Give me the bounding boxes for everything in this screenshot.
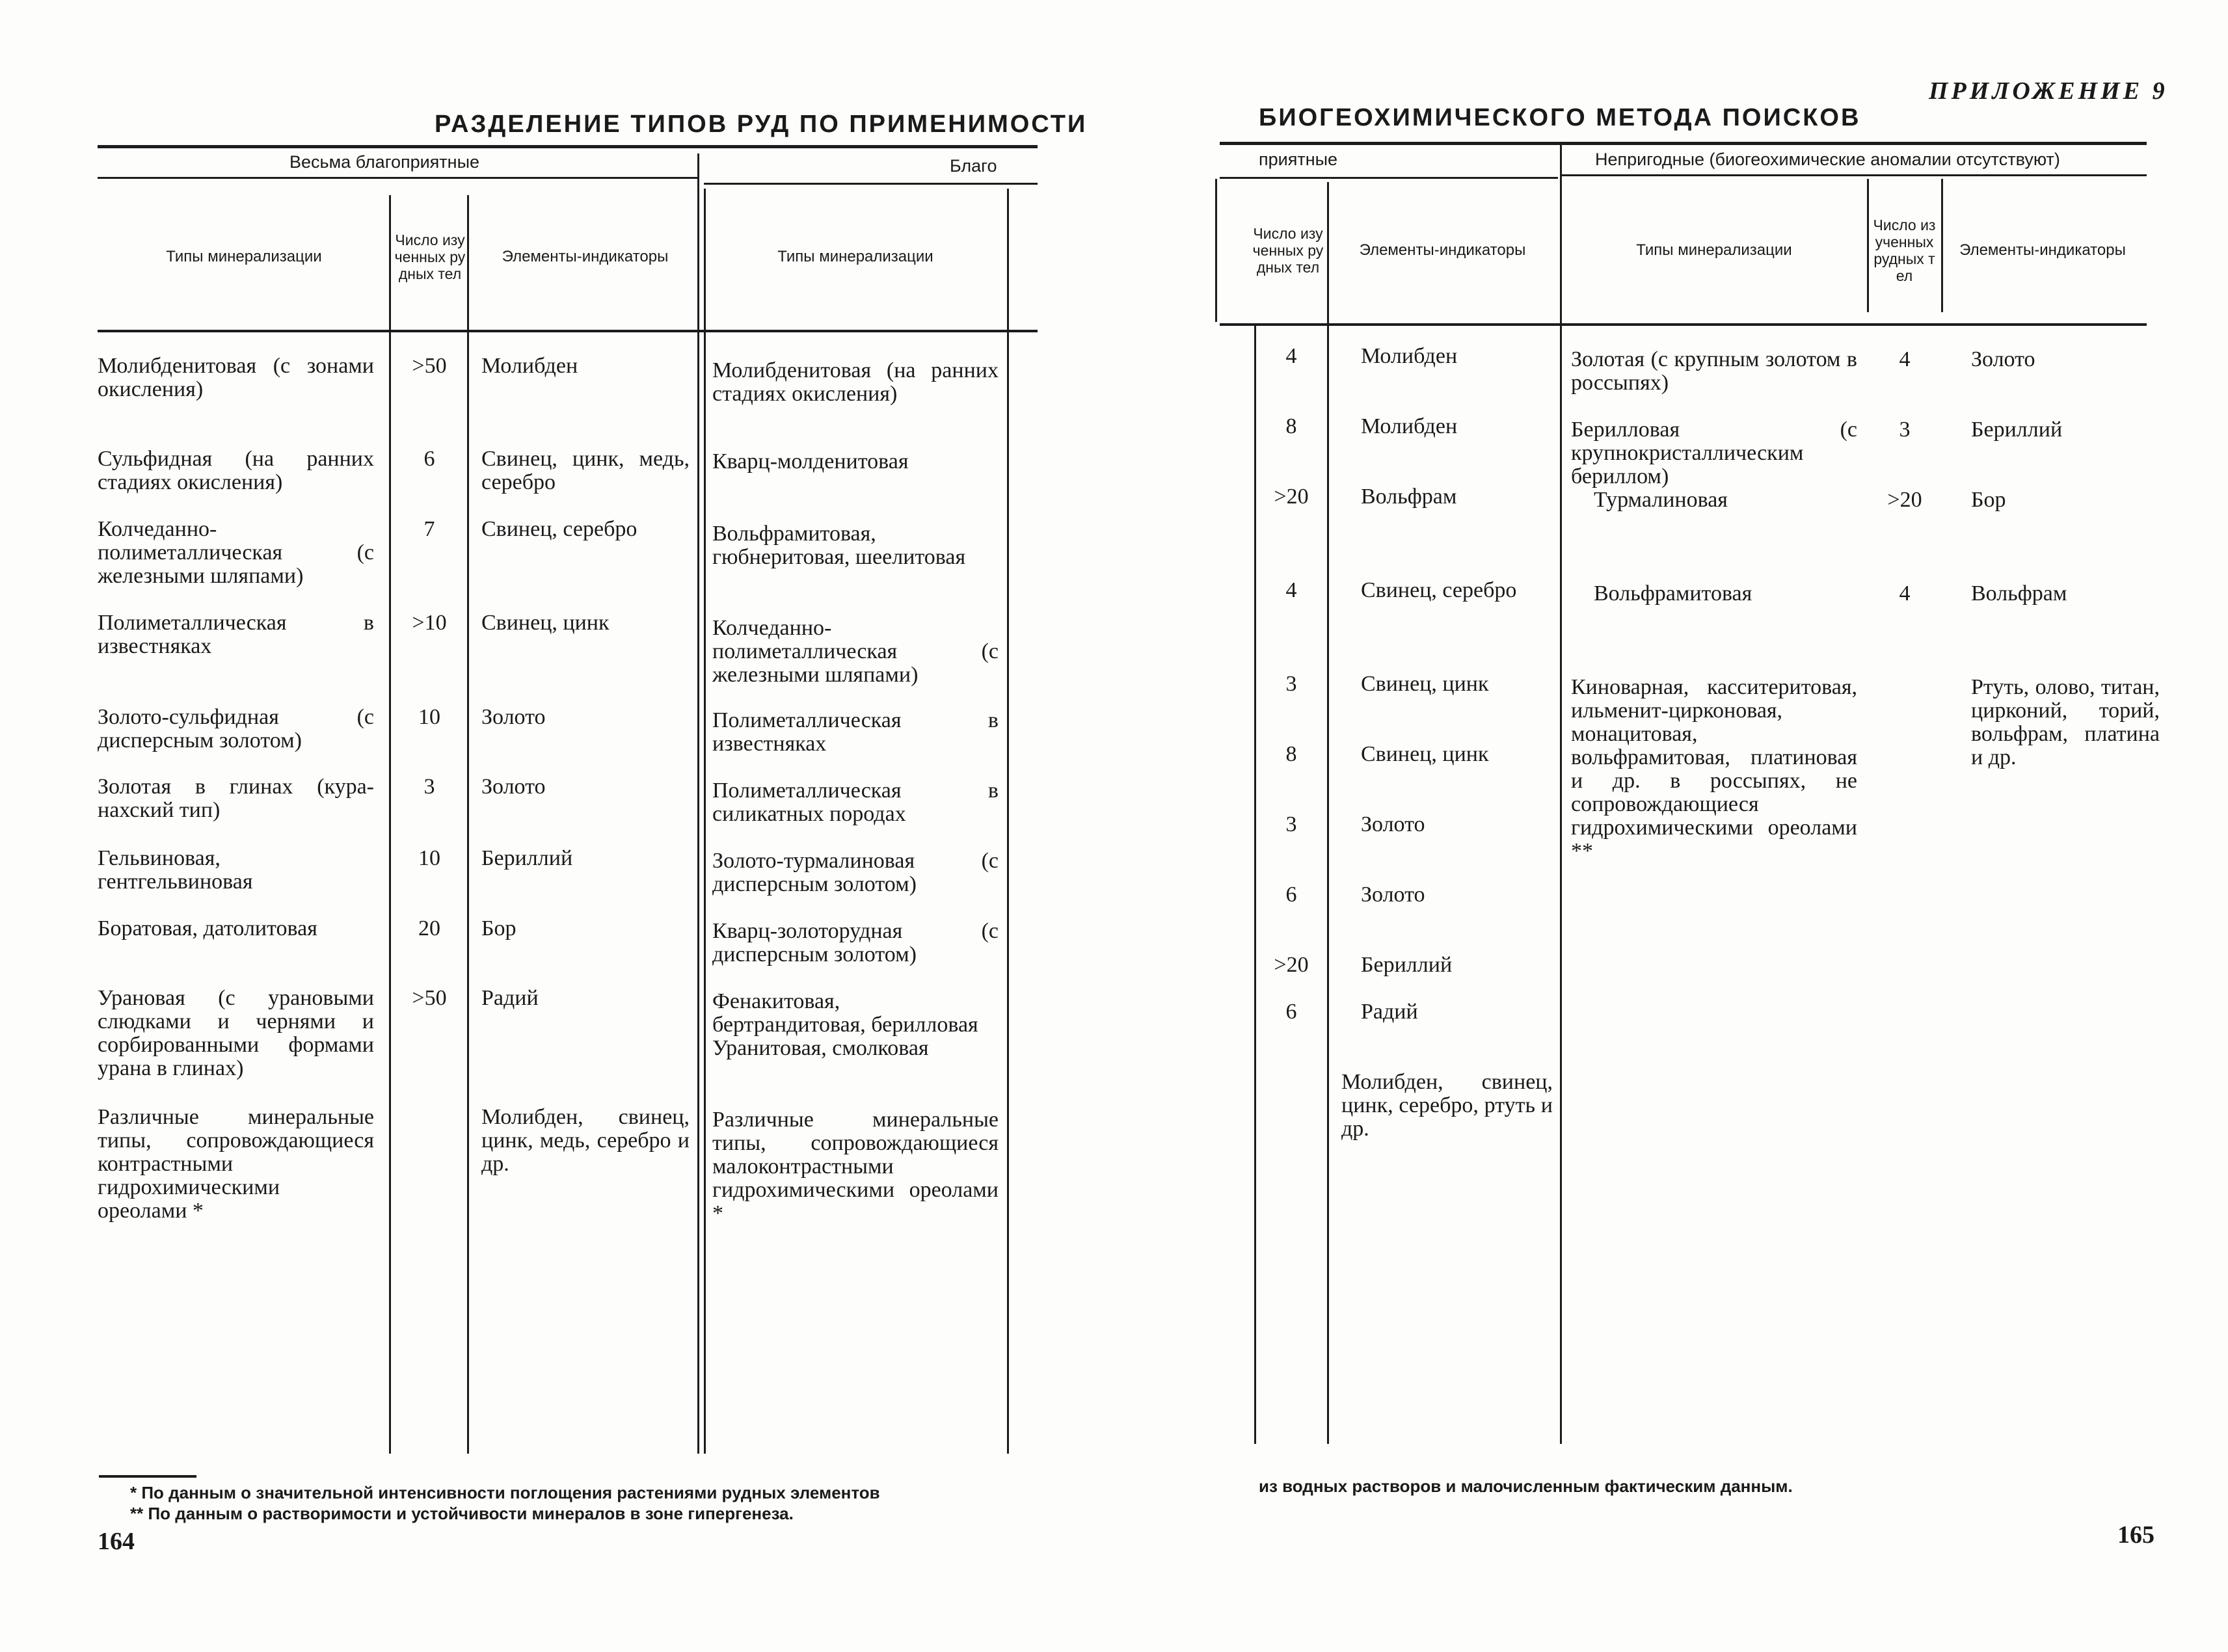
table-cell-unsuitable-type: Вольфрамитовая: [1594, 581, 1752, 606]
table-cell-count: >50: [412, 354, 447, 378]
table-cell-favorable-type: Фенакитовая, бертрандитовая, берилловая: [712, 989, 978, 1037]
page-number-right: 165: [2117, 1521, 2154, 1549]
col-header-elements-unsuitable: Элементы-индикаторы: [1959, 241, 2126, 259]
table-cell-elements: Золото: [1361, 812, 1425, 836]
table-cell-elements: Золото: [1971, 347, 2035, 371]
table-cell-type: Сульфидная (на ранних стадиях окисления): [98, 447, 374, 494]
section-very-favorable: Весьма благоприятные: [289, 152, 480, 172]
footnote-rule: [99, 1475, 196, 1478]
table-cell-count: 3: [423, 775, 435, 799]
col-divider: [389, 195, 391, 1454]
table-cell-elements: Радий: [481, 986, 539, 1010]
table-cell-count: 7: [423, 517, 435, 541]
footnote-1: * По данным о значительной интенсивности поглощения растениями рудных элементов: [130, 1483, 880, 1502]
footnote-2: ** По данным о растворимости и устойчивости минералов в зоне гипергенеза.: [130, 1504, 794, 1523]
page-title-left: РАЗДЕЛЕНИЕ ТИПОВ РУД ПО ПРИМЕНИМОСТИ: [435, 111, 1088, 138]
table-cell-count: >20: [1887, 488, 1922, 512]
table-cell-type: Гельвиновая, гентгельвиновая: [98, 846, 253, 894]
table-cell-count: 3: [1899, 418, 1911, 442]
section-rule: [98, 177, 697, 179]
table-cell-favorable-type: Колчеданно-полиметаллическая (с железными шляпами): [712, 616, 999, 687]
col-header-types-unsuitable: Типы минерализации: [1636, 241, 1792, 259]
appendix-label: ПРИЛОЖЕНИЕ 9: [1929, 77, 2168, 105]
section-unsuitable: Непригодные (биогеохимические аномалии отсутствуют): [1595, 150, 2060, 169]
table-cell-count: 6: [423, 447, 435, 471]
table-cell-type: Различные минеральные типы, сопровождающиеся контрастными гидрохимическими ореолами *: [98, 1105, 374, 1223]
table-cell-elements: Молибден: [1361, 414, 1458, 438]
page-title-right: БИОГЕОХИМИЧЕСКОГО МЕТОДА ПОИСКОВ: [1259, 104, 1861, 131]
table-cell-elements: Ртуть, олово, титан, цирконий, торий, вольфрам, платина и др.: [1971, 675, 2160, 769]
col-divider: [704, 189, 706, 1454]
col-header-types: Типы минерализации: [166, 248, 322, 265]
col-header-elements-favorable: Элементы-индикаторы: [1359, 241, 1526, 259]
table-cell-elements: Золото: [481, 705, 546, 729]
col-divider: [1327, 182, 1329, 1444]
table-cell-favorable-type: Вольфрамитовая, гюбнеритовая, шеелитовая: [712, 522, 966, 569]
table-cell-elements: Свинец, цинк: [1361, 672, 1489, 696]
table-cell-count: >20: [1274, 485, 1309, 509]
section-rule: [704, 183, 1038, 185]
table-cell-elements: Свинец, цинк: [1361, 742, 1489, 766]
table-cell-elements: Свинец, серебро: [1361, 578, 1517, 602]
table-cell-unsuitable-type: Золотая (с крупным золотом в россыпях): [1571, 347, 1857, 395]
table-cell-elements: Свинец, цинк: [481, 611, 610, 635]
table-cell-count: 4: [1899, 581, 1911, 606]
table-cell-favorable-type: Кварц-золоторудная (с дисперсным золотом): [712, 919, 999, 966]
table-cell-elements: Свинец, серебро: [481, 517, 638, 541]
table-cell-count: 8: [1285, 742, 1297, 766]
col-divider: [467, 195, 469, 1454]
table-cell-count: 4: [1285, 344, 1297, 368]
col-header-count-favorable: Число изученных рудных тел: [1252, 225, 1324, 276]
section-rule: [1561, 174, 2147, 176]
footnote-continuation: из водных растворов и малочисленным фактическим данным.: [1259, 1476, 1793, 1496]
col-divider: [1941, 179, 1943, 312]
table-cell-type: Колчеданно-полиметаллическая (с железными шляпами): [98, 517, 374, 588]
col-divider: [1215, 179, 1217, 322]
table-cell-favorable-type: Золото-турмалиновая (с дисперсным золотом): [712, 849, 999, 896]
col-divider: [1007, 189, 1009, 1454]
table-cell-favorable-type: Различные минеральные типы, сопровождающиеся малоконтрастными гидрохимическими ореолами *: [712, 1108, 999, 1225]
table-cell-count: >10: [412, 611, 447, 635]
table-cell-favorable-type: Молибденитовая (на ранних стадиях окисления): [712, 358, 999, 406]
table-top-rule: [98, 145, 1038, 148]
header-rule: [98, 330, 1038, 332]
table-cell-count: >50: [412, 986, 447, 1010]
col-divider: [1867, 179, 1869, 312]
page-number-left: 164: [98, 1528, 135, 1555]
table-cell-favorable-type: Полиметаллическая в известняках: [712, 708, 999, 756]
table-cell-favorable-type: Уранитовая, смолковая: [712, 1036, 929, 1060]
table-cell-elements: Бор: [481, 916, 517, 940]
table-cell-elements: Золото: [481, 775, 546, 799]
table-cell-count: 3: [1285, 672, 1297, 696]
table-cell-elements: Молибден, свинец, цинк, медь, серебро и др.: [481, 1105, 690, 1176]
col-header-count-unsuitable: Число изученных рудных тел: [1873, 217, 1936, 284]
table-cell-elements: Бериллий: [481, 846, 573, 870]
table-cell-elements: Свинец, цинк, медь, серебро: [481, 447, 690, 494]
table-cell-count: 3: [1285, 812, 1297, 836]
col-divider: [1560, 144, 1562, 1444]
table-cell-elements: Молибден, свинец, цинк, серебро, ртуть и др.: [1341, 1070, 1553, 1141]
table-cell-count: 10: [418, 705, 440, 729]
table-cell-unsuitable-type: Берилловая (с крупнокристаллическим бериллом): [1571, 418, 1857, 488]
table-cell-count: 6: [1285, 883, 1297, 907]
table-cell-count: 10: [418, 846, 440, 870]
table-cell-favorable-type: Полиметаллическая в силикатных породах: [712, 779, 999, 826]
col-header-count: Число изученных рудных тел: [394, 232, 466, 282]
section-favorable-end: приятные: [1259, 150, 1338, 169]
table-cell-count: >20: [1274, 953, 1309, 977]
table-cell-elements: Бериллий: [1361, 953, 1453, 977]
table-cell-unsuitable-type: Турмалиновая: [1594, 488, 1728, 512]
table-cell-count: 8: [1285, 414, 1297, 438]
section-rule: [1220, 177, 1558, 179]
col-header-types-favorable: Типы минерализации: [777, 248, 933, 265]
header-rule: [1220, 323, 2147, 326]
table-cell-type: Боратовая, датолитовая: [98, 916, 317, 940]
table-cell-type: Золото-сульфидная (с дисперсным золотом): [98, 705, 374, 753]
table-cell-type: Полиметаллическая в известняках: [98, 611, 374, 658]
table-cell-elements: Вольфрам: [1971, 581, 2067, 606]
table-cell-type: Урановая (с урановыми слюдками и чернями и сорбированными формами урана в глинах): [98, 986, 374, 1080]
table-cell-elements: Бериллий: [1971, 418, 2063, 442]
section-favorable-start: Благо: [950, 156, 997, 176]
table-cell-elements: Радий: [1361, 1000, 1418, 1024]
table-cell-elements: Золото: [1361, 883, 1425, 907]
table-cell-unsuitable-type: Киноварная, касситеритовая, ильменит-цирконовая, монацитовая, вольфрамитовая, платиновая и др. в россыпях, не сопровождающиеся гидрохимическими ореолами **: [1571, 675, 1857, 863]
table-cell-favorable-type: Кварц-молденитовая: [712, 449, 909, 473]
col-header-elements: Элементы-индикаторы: [502, 248, 669, 265]
table-cell-elements: Бор: [1971, 488, 2006, 512]
col-divider: [697, 153, 699, 1454]
table-cell-count: 20: [418, 916, 440, 940]
table-cell-type: Золотая в глинах (кура-нахский тип): [98, 775, 374, 822]
table-cell-elements: Молибден: [1361, 344, 1458, 368]
table-cell-count: 4: [1285, 578, 1297, 602]
table-cell-elements: Вольфрам: [1361, 485, 1457, 509]
table-cell-count: 6: [1285, 1000, 1297, 1024]
table-cell-type: Молибденитовая (с зонами окисления): [98, 354, 374, 401]
table-cell-elements: Молибден: [481, 354, 578, 378]
table-top-rule: [1220, 142, 2147, 145]
table-cell-count: 4: [1899, 347, 1911, 371]
